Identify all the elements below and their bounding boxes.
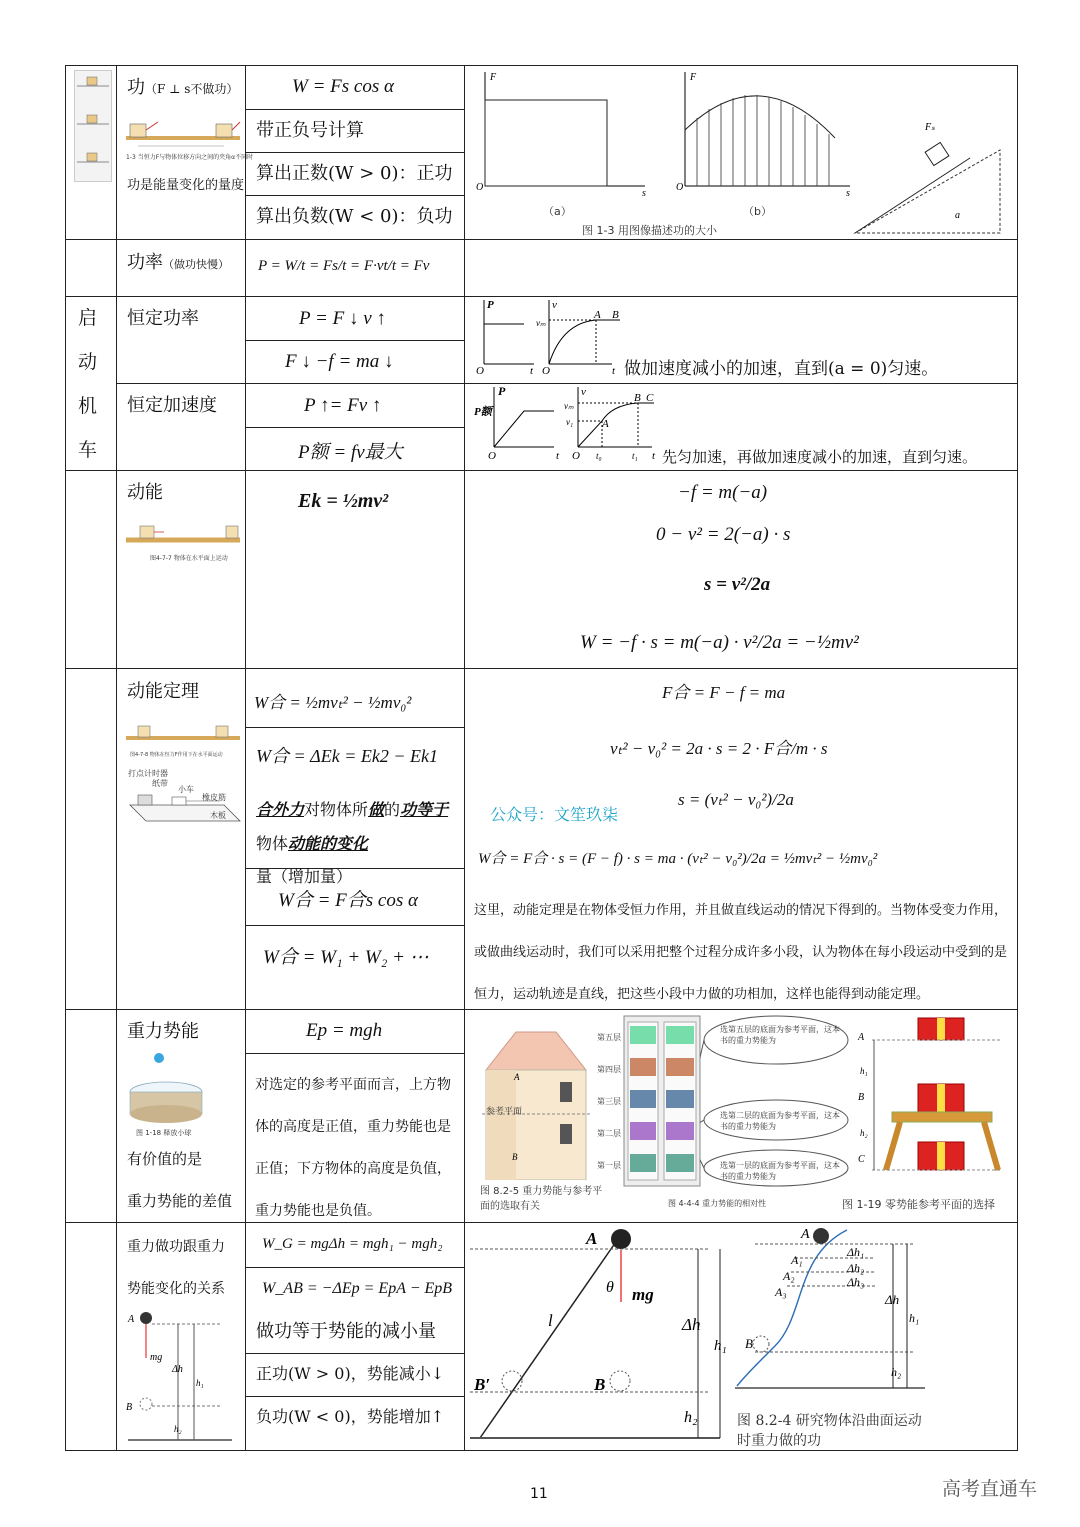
sub-row-line xyxy=(245,152,464,153)
svg-text:t₁: t₁ xyxy=(632,451,638,461)
sub-row-line xyxy=(245,427,464,428)
svg-text:O: O xyxy=(476,182,484,193)
svg-text:t: t xyxy=(652,450,656,462)
svg-text:A₃: A₃ xyxy=(775,1285,787,1299)
svg-text:P: P xyxy=(498,385,506,398)
svg-text:O: O xyxy=(476,365,484,377)
gpe-desc: 对选定的参考平面而言，上方物体的高度是正值，重力势能也是正值；下方物体的高度是负值，重力势能也是负值。 xyxy=(255,1077,451,1219)
sub-row-line xyxy=(245,1353,464,1354)
col-line-1 xyxy=(116,65,117,1451)
kinetic-fig-caption: 图4-7-7 物体在水平面上运动 xyxy=(150,555,228,562)
gpe-bubble-2: 选第二层的底面为参考平面，这本书的重力势能为 xyxy=(720,1111,840,1131)
sub-row-line xyxy=(245,1053,464,1054)
svg-text:h₁: h₁ xyxy=(909,1311,920,1325)
work-thumbnail xyxy=(74,70,112,182)
theorem-paragraph: 这里，动能定理是在物体受恒力作用，并且做直线运动的情况下得到的。当物体受变力作用，或做曲线运动时，我们可以采用把整个过程分成许多小段，认为物体在每小段运动中受到的是恒力，运动轨迹是直线，把这些小段中力做的功相加，这样也能得到动能定理。 xyxy=(474,903,1008,1002)
work-thumbnail-figure xyxy=(75,71,111,181)
row-line xyxy=(65,296,1018,297)
svg-text:A: A xyxy=(586,1229,598,1248)
work-title: 功（F ⊥ s不做功） xyxy=(127,77,239,98)
work-formula: W = Fs cos α xyxy=(292,76,394,97)
svg-text:h₂: h₂ xyxy=(174,1424,182,1434)
sub-row-line xyxy=(245,727,464,728)
svg-text:s: s xyxy=(642,188,646,199)
row-line xyxy=(65,239,1018,240)
kinetic-derivation-1: −f = m(−a) xyxy=(678,482,768,503)
row-line xyxy=(65,668,1018,669)
svg-text:B: B xyxy=(745,1336,753,1351)
gwork-title-2: 势能变化的关系 xyxy=(127,1281,225,1297)
svg-text:F: F xyxy=(490,72,497,83)
svg-text:h₁: h₁ xyxy=(714,1338,727,1354)
svg-text:O: O xyxy=(572,450,580,462)
const-accel-title: 恒定加速度 xyxy=(127,395,217,416)
svg-text:Δh₁: Δh₁ xyxy=(847,1245,865,1259)
const-accel-f1: P ↑= Fv ↑ xyxy=(304,395,382,416)
const-power-f1: P = F ↓ v ↑ xyxy=(299,308,386,329)
svg-text:P额: P额 xyxy=(474,406,492,418)
svg-text:O: O xyxy=(542,365,550,377)
svg-text:θ: θ xyxy=(606,1279,614,1296)
gwork-incline-figure xyxy=(470,1226,732,1448)
svg-text:A₁: A₁ xyxy=(791,1253,803,1267)
gpe-title: 重力势能 xyxy=(127,1021,199,1042)
gpe-note-2: 重力势能的差值 xyxy=(127,1192,233,1210)
const-accel-graphs xyxy=(472,385,662,465)
kinetic-derivation-4: W = −f · s = m(−a) · v²/2a = −½mv² xyxy=(580,632,859,653)
gwork-f4: 正功(W > 0)，势能减小↓ xyxy=(256,1364,445,1383)
svg-text:A₂: A₂ xyxy=(783,1269,795,1283)
svg-text:mg: mg xyxy=(632,1285,654,1304)
svg-text:t: t xyxy=(556,450,560,462)
svg-text:Δh: Δh xyxy=(172,1364,183,1375)
sub-row-line xyxy=(245,109,464,110)
svg-text:t: t xyxy=(530,365,534,377)
theorem-f2: W合 = ΔEk = Ek2 − Ek1 xyxy=(256,746,438,766)
gpe-gift-figure xyxy=(852,1012,1012,1192)
gpe-ball-figure xyxy=(124,1050,204,1130)
theorem-fig-caption: 图4-7-8 物体在恒力F作用下在水平面运动 xyxy=(130,752,223,758)
svg-text:P: P xyxy=(487,299,494,311)
theorem-f3: W合 = F合s cos α xyxy=(278,890,418,911)
svg-text:h₁: h₁ xyxy=(196,1378,204,1388)
theorem-fig-label-board: 木板 xyxy=(210,811,226,820)
const-power-title: 恒定功率 xyxy=(127,308,199,329)
theorem-fig-label-band: 橡皮筋 xyxy=(202,793,226,802)
gpe-house-ref: 参考平面 xyxy=(486,1107,523,1117)
svg-text:A: A xyxy=(858,1032,865,1043)
svg-text:mg: mg xyxy=(150,1352,163,1363)
table-border-left xyxy=(65,65,66,1451)
svg-text:B: B xyxy=(858,1092,865,1103)
svg-text:l: l xyxy=(548,1311,553,1330)
svg-text:C: C xyxy=(646,392,654,404)
gpe-shelf-floor-5: 第五层 xyxy=(597,1033,621,1042)
start-label-1: 启 xyxy=(78,307,98,329)
gwork-f2: W_AB = −ΔEp = EpA − EpB xyxy=(262,1280,453,1297)
gwork-f3: 做功等于势能的减小量 xyxy=(256,1321,436,1342)
work-sign-rule: 带正负号计算 xyxy=(256,120,364,141)
theorem-derivation-3: s = (vₜ² − v₀²)/2a xyxy=(678,790,794,809)
svg-text:B: B xyxy=(612,309,619,321)
svg-text:Δh: Δh xyxy=(682,1315,701,1334)
work-negative: 算出负数(W < 0)：负功 xyxy=(256,206,453,227)
svg-text:a: a xyxy=(955,210,960,221)
svg-text:t₀: t₀ xyxy=(596,451,602,461)
gpe-gift-caption: 图 1-19 零势能参考平面的选择 xyxy=(842,1198,995,1211)
svg-text:v: v xyxy=(581,386,586,398)
kinetic-figure xyxy=(124,518,242,548)
row-line xyxy=(65,1222,1018,1223)
work-fig-b-label: （b） xyxy=(743,205,772,218)
row-line xyxy=(65,470,1018,471)
col-line-2 xyxy=(245,65,246,1451)
svg-text:A: A xyxy=(128,1314,135,1325)
svg-text:B: B xyxy=(512,1152,518,1162)
svg-text:O: O xyxy=(676,182,684,193)
theorem-derivation-1: F合 = F − f = ma xyxy=(662,683,786,702)
sub-row-line xyxy=(245,1396,464,1397)
gpe-fig-caption: 图 1-18 释放小球 xyxy=(136,1129,192,1137)
work-fig-caption: 图 1-3 用图像描述功的大小 xyxy=(582,224,717,237)
svg-text:O: O xyxy=(488,450,496,462)
const-power-desc: 做加速度减小的加速，直到(a = 0)匀速。 xyxy=(624,359,939,379)
svg-text:h₂: h₂ xyxy=(684,1409,698,1426)
gwork-curve-figure xyxy=(735,1226,925,1396)
theorem-f1: W合 = ½mvₜ² − ½mv₀² xyxy=(254,693,412,712)
gwork-f5: 负功(W < 0)，势能增加↑ xyxy=(256,1407,445,1426)
gpe-shelf-floor-3: 第三层 xyxy=(597,1097,621,1106)
svg-text:F: F xyxy=(690,72,697,83)
const-power-f2: F ↓ −f = ma ↓ xyxy=(285,351,394,372)
power-title: 功率（做功快慢） xyxy=(127,252,229,273)
kinetic-derivation-3: s = v²/2a xyxy=(704,574,771,595)
table-border-right xyxy=(1017,65,1018,1451)
table-border-bottom xyxy=(65,1450,1018,1451)
theorem-f4: W合 = W₁ + W₂ + ⋯ xyxy=(263,947,429,968)
theorem-derivation-4: W合 = F合 · s = (F − f) · s = ma · (vₜ² − v₀²)/2a = ½mvₜ² − ½mv₀² xyxy=(478,851,878,867)
gpe-shelf-floor-2: 第二层 xyxy=(597,1129,621,1138)
svg-text:A: A xyxy=(514,1072,520,1082)
theorem-fig-label-cart: 小车 xyxy=(178,785,194,794)
svg-text:vₘ: vₘ xyxy=(564,401,574,411)
kinetic-derivation-2: 0 − v² = 2(−a) · s xyxy=(656,524,791,545)
svg-text:A: A xyxy=(801,1227,810,1242)
svg-text:vₘ: vₘ xyxy=(536,318,546,328)
gwork-small-figure xyxy=(122,1306,242,1446)
work-fig-a-label: （a） xyxy=(543,205,572,218)
svg-text:h₂: h₂ xyxy=(891,1365,902,1379)
gwork-fig-caption: 图 8.2-4 研究物体沿曲面运动时重力做的功 xyxy=(737,1413,922,1449)
svg-text:v₁: v₁ xyxy=(566,417,574,427)
svg-text:Δh: Δh xyxy=(885,1292,900,1307)
gpe-shelf-figure xyxy=(622,1014,702,1192)
kinetic-formula: Ek = ½mv² xyxy=(298,490,389,512)
sub-row-line xyxy=(245,925,464,926)
const-accel-f2: P额 = fv最大 xyxy=(298,442,403,463)
svg-text:B: B xyxy=(594,1375,606,1394)
gpe-formula: Ep = mgh xyxy=(306,1020,383,1041)
svg-text:A: A xyxy=(602,418,609,430)
svg-text:h₂: h₂ xyxy=(860,1128,868,1138)
svg-text:Δh₂: Δh₂ xyxy=(847,1261,865,1275)
gpe-shelf-caption: 图 4-4-4 重力势能的相对性 xyxy=(668,1199,767,1208)
svg-text:t: t xyxy=(612,365,616,377)
gpe-bubble-1: 选第五层的底面为参考平面，这本书的重力势能为 xyxy=(720,1025,840,1045)
gpe-house-figure xyxy=(476,1020,606,1180)
gpe-house-caption: 图 8.2-5 重力势能与参考平面的选取有关 xyxy=(480,1186,603,1212)
work-note: 功是能量变化的量度 xyxy=(127,178,245,193)
theorem-desc: 合外力对物体所做的功等于物体动能的变化量（增加量） xyxy=(256,800,449,887)
gwork-f1: W_G = mgΔh = mgh₁ − mgh₂ xyxy=(262,1236,443,1252)
start-label-2: 动 xyxy=(78,351,98,373)
table-border-top xyxy=(65,65,1018,66)
svg-text:C: C xyxy=(858,1154,865,1165)
theorem-fig-label-tape: 纸带 xyxy=(152,779,168,788)
const-power-graphs xyxy=(472,298,622,378)
sub-row-line xyxy=(245,340,464,341)
sub-row-line xyxy=(245,195,464,196)
gpe-shelf-floor-4: 第四层 xyxy=(597,1065,621,1074)
gpe-shelf-floor-1: 第一层 xyxy=(597,1161,621,1170)
svg-text:B: B xyxy=(634,392,641,404)
gpe-note-1: 有价值的是 xyxy=(127,1150,203,1168)
work-left-caption: 1-3 当恒力F与物体位移方向之间的夹角α不同时 xyxy=(126,154,254,161)
watermark: 公众号：文笙玖柒 xyxy=(490,805,619,824)
svg-text:h₁: h₁ xyxy=(860,1066,868,1076)
start-label-4: 车 xyxy=(78,439,98,461)
theorem-derivation-2: vₜ² − v₀² = 2a · s = 2 · F合/m · s xyxy=(610,739,828,758)
col-line-3 xyxy=(464,65,465,1451)
sub-row-line xyxy=(245,1267,464,1268)
theorem-title: 动能定理 xyxy=(127,681,199,702)
power-formula: P = W/t = Fs/t = F·vt/t = Fv xyxy=(258,258,430,274)
svg-text:s: s xyxy=(846,188,850,199)
svg-text:B′: B′ xyxy=(474,1375,491,1394)
gwork-title-1: 重力做功跟重力 xyxy=(127,1239,225,1255)
const-accel-desc: 先匀加速，再做加速度减小的加速，直到匀速。 xyxy=(662,448,978,466)
page-number: 11 xyxy=(530,1486,548,1502)
gpe-bubble-3: 选第一层的底面为参考平面，这本书的重力势能为 xyxy=(720,1161,840,1181)
start-label-3: 机 xyxy=(78,395,98,417)
svg-text:A: A xyxy=(594,309,601,321)
theorem-fig-label-timer: 打点计时器 xyxy=(128,769,168,778)
svg-text:Δh₃: Δh₃ xyxy=(847,1275,865,1289)
svg-text:v: v xyxy=(552,299,557,311)
theorem-block-figure xyxy=(124,720,242,750)
row-line xyxy=(116,383,1018,384)
svg-text:Fₛ: Fₛ xyxy=(925,122,935,133)
work-positive: 算出正数(W > 0)：正功 xyxy=(256,163,453,184)
kinetic-title: 动能 xyxy=(127,482,163,503)
svg-text:B: B xyxy=(126,1402,133,1413)
brand-label: 高考直通车 xyxy=(942,1478,1038,1500)
